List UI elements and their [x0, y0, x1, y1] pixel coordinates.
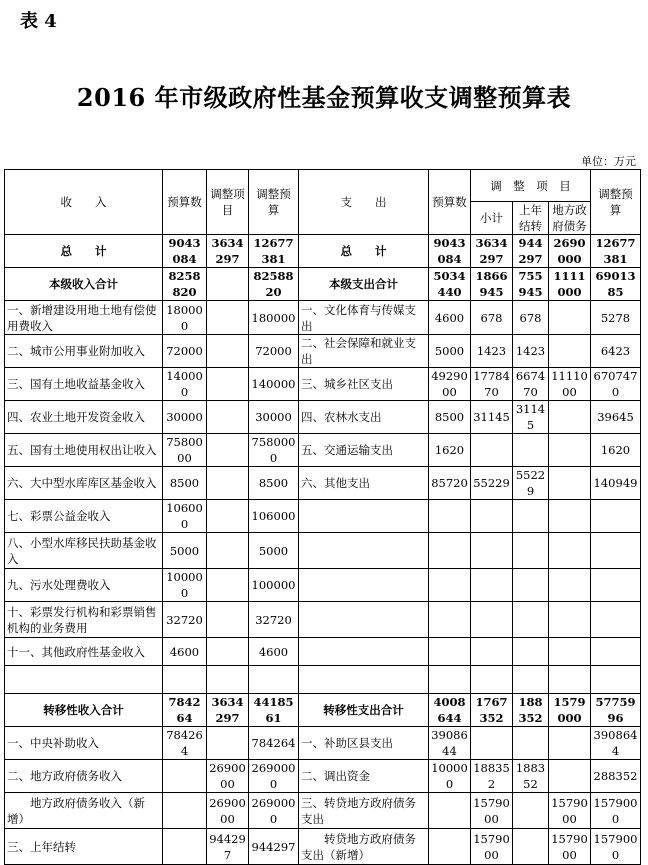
row-label-cell: 六、大中型水库库区基金收入 [5, 467, 163, 500]
value-cell: 784264 [163, 694, 207, 727]
value-cell [513, 500, 549, 533]
value-cell: 2690000 [249, 793, 299, 829]
value-cell [513, 569, 549, 602]
value-cell [207, 602, 249, 638]
row-label-cell [299, 533, 429, 569]
value-cell [549, 533, 591, 569]
row-label-cell: 本级支出合计 [299, 268, 429, 301]
row-label-cell: 八、小型水库移民扶助基金收入 [5, 533, 163, 569]
table-row [5, 727, 641, 760]
value-cell [513, 793, 549, 829]
row-label-cell: 本级收入合计 [5, 268, 163, 301]
value-cell [591, 569, 641, 602]
value-cell: 140949 [591, 467, 641, 500]
budget-table [4, 169, 641, 865]
value-cell: 5278 [591, 301, 641, 335]
value-cell: 4600 [429, 301, 471, 335]
table-row [5, 602, 641, 638]
value-cell [207, 638, 249, 666]
header-expense: 支 出 [299, 170, 429, 235]
value-cell [429, 829, 471, 865]
header-subtotal: 小计 [471, 202, 513, 235]
row-label-cell [5, 666, 163, 694]
value-cell: 784264 [163, 727, 207, 760]
row-label-cell: 三、上年结转 [5, 829, 163, 865]
value-cell [471, 569, 513, 602]
value-cell: 1579000 [591, 793, 641, 829]
value-cell [549, 569, 591, 602]
table-row [5, 793, 641, 829]
row-label-cell [299, 500, 429, 533]
table-row [5, 638, 641, 666]
value-cell [429, 638, 471, 666]
value-cell: 2690000 [549, 235, 591, 268]
value-cell: 39645 [591, 401, 641, 434]
value-cell [591, 602, 641, 638]
value-cell: 784264 [249, 727, 299, 760]
row-label-cell: 二、调出资金 [299, 760, 429, 793]
value-cell: 3908644 [429, 727, 471, 760]
row-label-cell: 三、国有土地收益基金收入 [5, 368, 163, 401]
value-cell: 12677381 [591, 235, 641, 268]
value-cell [513, 829, 549, 865]
value-cell [163, 829, 207, 865]
value-cell [207, 434, 249, 467]
value-cell: 1579000 [471, 793, 513, 829]
value-cell: 85720 [429, 467, 471, 500]
header-carryover: 上年结转 [513, 202, 549, 235]
table-row [5, 569, 641, 602]
value-cell: 7580000 [163, 434, 207, 467]
value-cell: 5000 [429, 335, 471, 368]
value-cell: 1579000 [471, 829, 513, 865]
value-cell [429, 602, 471, 638]
value-cell: 5000 [163, 533, 207, 569]
value-cell: 1620 [591, 434, 641, 467]
value-cell [207, 727, 249, 760]
value-cell: 2690000 [249, 760, 299, 793]
value-cell [429, 500, 471, 533]
row-label-cell: 一、新增建设用地土地有偿使用费收入 [5, 301, 163, 335]
value-cell [429, 569, 471, 602]
value-cell [549, 727, 591, 760]
row-label-cell: 十、彩票发行机构和彩票销售机构的业务费用 [5, 602, 163, 638]
value-cell: 31145 [471, 401, 513, 434]
value-cell: 100000 [249, 569, 299, 602]
row-label-cell: 五、交通运输支出 [299, 434, 429, 467]
value-cell: 8258820 [163, 268, 207, 301]
value-cell: 188352 [471, 760, 513, 793]
row-label-cell: 转移性支出合计 [299, 694, 429, 727]
value-cell [163, 793, 207, 829]
table-row [5, 533, 641, 569]
table-row [5, 694, 641, 727]
value-cell: 6901385 [591, 268, 641, 301]
row-label-cell [299, 602, 429, 638]
value-cell [549, 401, 591, 434]
value-cell: 1767352 [471, 694, 513, 727]
value-cell: 4600 [163, 638, 207, 666]
value-cell: 140000 [249, 368, 299, 401]
value-cell [549, 638, 591, 666]
header-income: 收 入 [5, 170, 163, 235]
value-cell: 1579000 [549, 694, 591, 727]
value-cell: 100000 [163, 569, 207, 602]
value-cell [549, 666, 591, 694]
value-cell: 8500 [163, 467, 207, 500]
value-cell: 944297 [207, 829, 249, 865]
value-cell: 12677381 [249, 235, 299, 268]
value-cell [207, 666, 249, 694]
value-cell [513, 666, 549, 694]
unit-label: 单位：万元 [581, 155, 636, 168]
value-cell [207, 500, 249, 533]
header-adj-item: 调整项目 [207, 170, 249, 235]
value-cell: 944297 [513, 235, 549, 268]
value-cell: 1579000 [591, 829, 641, 865]
table-row [5, 368, 641, 401]
table-row [5, 666, 641, 694]
row-label-cell: 一、补助区县支出 [299, 727, 429, 760]
table-row [5, 301, 641, 335]
value-cell [471, 727, 513, 760]
value-cell: 1423 [471, 335, 513, 368]
value-cell: 9043084 [163, 235, 207, 268]
value-cell [207, 335, 249, 368]
value-cell: 1579000 [549, 793, 591, 829]
row-label-cell: 一、文化体育与传媒支出 [299, 301, 429, 335]
value-cell: 5775996 [591, 694, 641, 727]
table-row [5, 335, 641, 368]
value-cell: 8500 [249, 467, 299, 500]
table-row [5, 500, 641, 533]
value-cell [471, 434, 513, 467]
value-cell [471, 638, 513, 666]
header-exp-adj-budget: 调整预算 [591, 170, 641, 235]
value-cell: 3634297 [207, 235, 249, 268]
value-cell [163, 666, 207, 694]
value-cell [471, 500, 513, 533]
value-cell: 3634297 [207, 694, 249, 727]
value-cell: 72000 [249, 335, 299, 368]
row-label-cell [299, 638, 429, 666]
row-label-cell: 四、农林水支出 [299, 401, 429, 434]
table-row [5, 434, 641, 467]
value-cell [207, 569, 249, 602]
row-label-cell: 三、城乡社区支出 [299, 368, 429, 401]
value-cell: 7580000 [249, 434, 299, 467]
value-cell [207, 301, 249, 335]
row-label-cell: 转移性收入合计 [5, 694, 163, 727]
value-cell: 4008644 [429, 694, 471, 727]
value-cell [513, 602, 549, 638]
value-cell [513, 533, 549, 569]
value-cell [429, 793, 471, 829]
value-cell: 2690000 [207, 793, 249, 829]
value-cell [471, 602, 513, 638]
table-row [5, 829, 641, 865]
table-number: 表 4 [20, 11, 57, 32]
row-label-cell: 六、其他支出 [299, 467, 429, 500]
page-title: 2016 年市级政府性基金预算收支调整预算表 [76, 83, 572, 112]
table-row [5, 467, 641, 500]
row-label-cell: 三、转贷地方政府债务支出 [299, 793, 429, 829]
value-cell: 4600 [249, 638, 299, 666]
value-cell [207, 467, 249, 500]
value-cell [591, 666, 641, 694]
row-label-cell: 五、国有土地使用权出让收入 [5, 434, 163, 467]
value-cell [513, 638, 549, 666]
header-adj-group: 调 整 项 目 [471, 170, 591, 202]
value-cell: 180000 [249, 301, 299, 335]
table-row [5, 235, 641, 268]
value-cell: 100000 [429, 760, 471, 793]
value-cell: 1423 [513, 335, 549, 368]
table-row [5, 401, 641, 434]
value-cell: 32720 [249, 602, 299, 638]
value-cell [549, 335, 591, 368]
row-label-cell: 一、中央补助收入 [5, 727, 163, 760]
value-cell: 55229 [471, 467, 513, 500]
value-cell: 4418561 [249, 694, 299, 727]
value-cell: 1620 [429, 434, 471, 467]
value-cell: 31145 [513, 401, 549, 434]
value-cell [249, 666, 299, 694]
value-cell: 9043084 [429, 235, 471, 268]
value-cell: 6423 [591, 335, 641, 368]
row-label-cell: 二、地方政府债务收入 [5, 760, 163, 793]
value-cell [429, 533, 471, 569]
value-cell: 30000 [249, 401, 299, 434]
row-label-cell: 七、彩票公益金收入 [5, 500, 163, 533]
value-cell: 667470 [513, 368, 549, 401]
row-label-cell: 总 计 [299, 235, 429, 268]
value-cell [549, 467, 591, 500]
value-cell: 188352 [513, 694, 549, 727]
value-cell [549, 760, 591, 793]
table-row [5, 268, 641, 301]
value-cell: 8500 [429, 401, 471, 434]
value-cell: 755945 [513, 268, 549, 301]
value-cell [591, 533, 641, 569]
value-cell: 72000 [163, 335, 207, 368]
value-cell [207, 401, 249, 434]
value-cell [549, 500, 591, 533]
row-label-cell: 二、城市公用事业附加收入 [5, 335, 163, 368]
value-cell: 55229 [513, 467, 549, 500]
value-cell: 6707470 [591, 368, 641, 401]
value-cell [591, 638, 641, 666]
value-cell: 944297 [249, 829, 299, 865]
header-adj-budget: 调整预算 [249, 170, 299, 235]
value-cell: 1579000 [549, 829, 591, 865]
value-cell: 106000 [163, 500, 207, 533]
value-cell: 288352 [591, 760, 641, 793]
value-cell: 32720 [163, 602, 207, 638]
row-label-cell: 转贷地方政府债务支出（新增） [299, 829, 429, 865]
value-cell [513, 727, 549, 760]
row-label-cell: 总 计 [5, 235, 163, 268]
value-cell: 180000 [163, 301, 207, 335]
value-cell: 1778470 [471, 368, 513, 401]
value-cell [207, 268, 249, 301]
value-cell [549, 301, 591, 335]
row-label-cell: 四、农业土地开发资金收入 [5, 401, 163, 434]
row-label-cell: 地方政府债务收入（新增） [5, 793, 163, 829]
value-cell [207, 368, 249, 401]
value-cell: 678 [513, 301, 549, 335]
value-cell: 140000 [163, 368, 207, 401]
row-label-cell [299, 569, 429, 602]
value-cell: 678 [471, 301, 513, 335]
value-cell [471, 666, 513, 694]
value-cell [591, 500, 641, 533]
value-cell: 3634297 [471, 235, 513, 268]
value-cell [513, 434, 549, 467]
header-local-debt: 地方政府债务 [549, 202, 591, 235]
value-cell: 5000 [249, 533, 299, 569]
value-cell [429, 666, 471, 694]
value-cell: 1111000 [549, 368, 591, 401]
value-cell [163, 760, 207, 793]
value-cell: 5034440 [429, 268, 471, 301]
value-cell [549, 434, 591, 467]
value-cell: 1111000 [549, 268, 591, 301]
value-cell: 1866945 [471, 268, 513, 301]
header-exp-budget: 预算数 [429, 170, 471, 235]
table-row [5, 760, 641, 793]
value-cell: 188352 [513, 760, 549, 793]
row-label-cell: 二、社会保障和就业支出 [299, 335, 429, 368]
value-cell: 106000 [249, 500, 299, 533]
value-cell: 8258820 [249, 268, 299, 301]
value-cell: 3908644 [591, 727, 641, 760]
value-cell: 4929000 [429, 368, 471, 401]
row-label-cell: 十一、其他政府性基金收入 [5, 638, 163, 666]
value-cell [471, 533, 513, 569]
value-cell: 2690000 [207, 760, 249, 793]
value-cell: 30000 [163, 401, 207, 434]
row-label-cell: 九、污水处理费收入 [5, 569, 163, 602]
header-budget: 预算数 [163, 170, 207, 235]
row-label-cell [299, 666, 429, 694]
value-cell [207, 533, 249, 569]
value-cell [549, 602, 591, 638]
